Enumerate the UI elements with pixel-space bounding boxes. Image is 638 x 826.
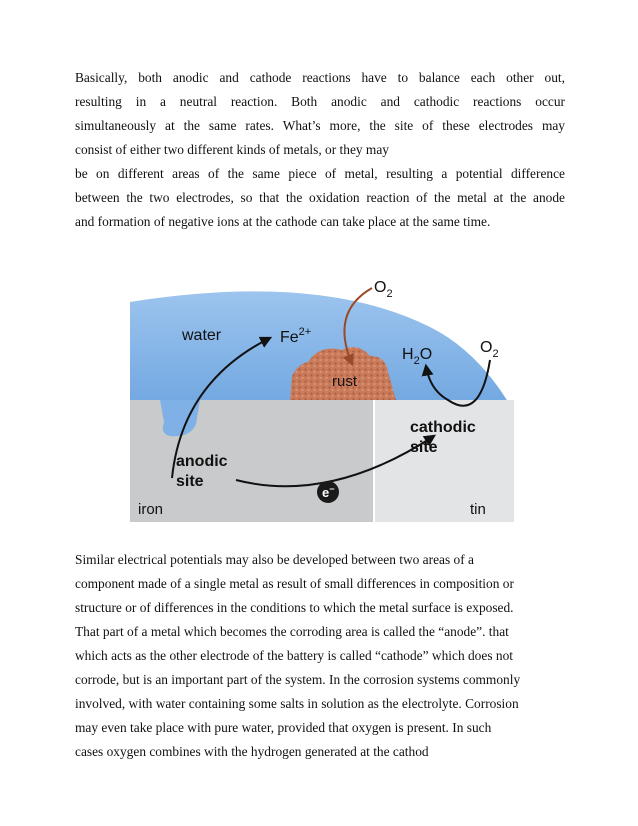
cathodic-site-label-line2: site — [410, 439, 438, 456]
cathodic-site-label-line1: cathodic — [410, 419, 476, 436]
electron-label: e− — [322, 484, 335, 500]
paragraph-1-line: resulting in a neutral reaction. Both anodic and cathodic reactions occur — [75, 94, 565, 109]
paragraph-2-line: corrode, but is an important part of the system. In the corrosion systems commonly — [75, 672, 521, 687]
paragraph-1-line: be on different areas of the same piece of metal, resulting a potential difference — [75, 166, 565, 181]
paragraph-2-line: involved, with water containing some salts in solution as the electrolyte. Corrosion — [75, 696, 519, 711]
paragraph-2-line: That part of a metal which becomes the corroding area is called the “anode”. that — [75, 624, 509, 639]
paragraph-2-line: which acts as the other electrode of the battery is called “cathode” which does not — [75, 648, 513, 663]
corrosion-diagram — [130, 272, 514, 522]
paragraph-1 — [75, 66, 565, 234]
iron-label: iron — [138, 501, 164, 518]
o2-right-label: $O_2$ — [480, 339, 499, 360]
paragraph-2-line: cases oxygen combines with the hydrogen generated at the cathod — [75, 744, 429, 759]
tin-label: tin — [470, 501, 486, 518]
paragraph-2-line: Similar electrical potentials may also be developed between two areas of a — [75, 552, 474, 567]
o2-top-label: $O_2$ — [374, 279, 393, 300]
paragraph-2 — [75, 548, 565, 764]
anodic-site-label-line2: site — [176, 473, 204, 490]
h2o-label: $H_2O$ — [402, 346, 433, 367]
paragraph-1-line: between the two electrodes, so that the oxidation reaction of the metal at the anode — [75, 190, 565, 205]
fe-ion-label: $Fe^{2+}$ — [280, 326, 312, 346]
rust-label: rust — [332, 373, 358, 390]
paragraph-1-line: Basically, both anodic and cathode reactions have to balance each other out, — [75, 70, 565, 85]
paragraph-2-line: may even take place with pure water, provided that oxygen is present. In such — [75, 720, 492, 735]
paragraph-1-line: and formation of negative ions at the cathode can take place at the same time. — [75, 214, 491, 229]
paragraph-1-line: consist of either two different kinds of metals, or they may — [75, 142, 389, 157]
paragraph-1-line: simultaneously at the same rates. What’s more, the site of these electrodes may — [75, 118, 565, 133]
paragraph-2-line: structure or of differences in the conditions to which the metal surface is exposed. — [75, 600, 514, 615]
paragraph-2-line: component made of a single metal as result of small differences in composition or — [75, 576, 514, 591]
anodic-site-label-line1: anodic — [176, 453, 228, 470]
water-label: water — [182, 327, 222, 344]
